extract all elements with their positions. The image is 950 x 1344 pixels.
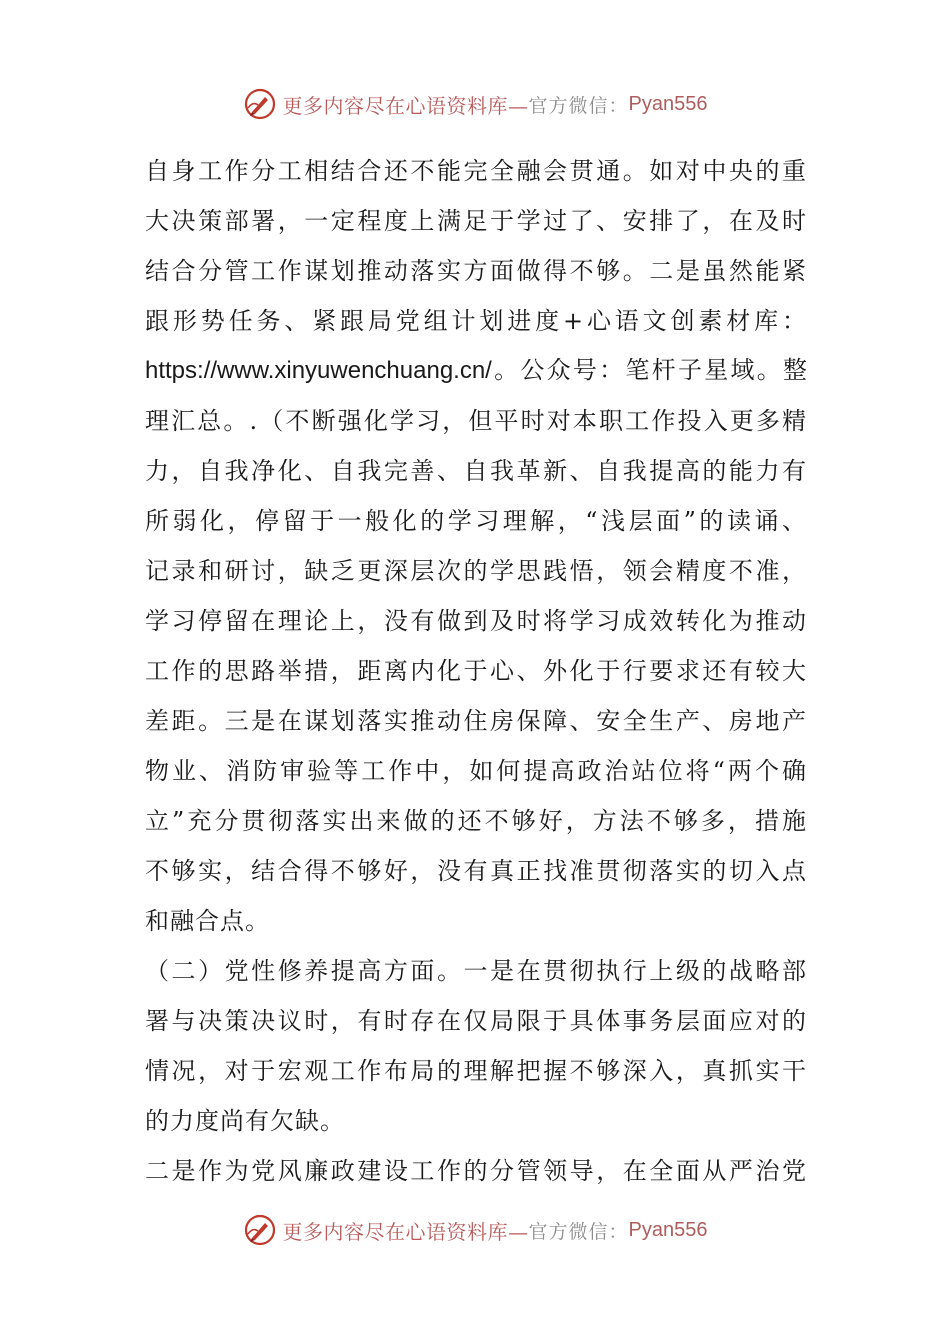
banner-account: Pyan556 (628, 1218, 708, 1241)
body-line: 学习停留在理论上，没有做到及时将学习成效转化为推动 (145, 607, 807, 635)
body-line: 所弱化，停留于一般化的学习理解，“浅层面”的读诵、 (145, 507, 807, 535)
pen-circle-logo-icon (243, 87, 277, 121)
body-line: 物业、消防审验等工作中，如何提高政治站位将“两个确 (145, 757, 807, 785)
body-line: 的力度尚有欠缺。 (145, 1107, 345, 1135)
body-line-url: https://www.xinyuwenchuang.cn/。公众号：笔杆子星域。整 (145, 357, 807, 384)
body-line: 力，自我净化、自我完善、自我革新、自我提高的能力有 (145, 457, 807, 485)
pen-circle-logo-icon (243, 1213, 277, 1247)
body-line: 和融合点。 (145, 907, 270, 935)
footer-banner (0, 1210, 950, 1250)
banner-title: 更多内容尽在心语资料库— (282, 1219, 529, 1244)
banner-label: 官方微信： (528, 1220, 629, 1243)
body-line: 不够实，结合得不够好，没有真正找准贯彻落实的切入点 (145, 857, 807, 885)
body-line: 差距。三是在谋划落实推动住房保障、安全生产、房地产 (145, 707, 807, 735)
header-banner (0, 84, 950, 124)
document-body (145, 146, 807, 1196)
banner-account: Pyan556 (628, 92, 708, 115)
body-line: 结合分管工作谋划推动落实方面做得不够。二是虽然能紧 (145, 257, 807, 285)
body-line: 跟形势任务、紧跟局党组计划进度+心语文创素材库： (145, 307, 807, 335)
body-line: 立”充分贯彻落实出来做的还不够好，方法不够多，措施 (145, 807, 807, 835)
body-line: 二是作为党风廉政建设工作的分管领导，在全面从严治党 (145, 1157, 807, 1185)
body-line: 理汇总。.（不断强化学习，但平时对本职工作投入更多精 (145, 407, 807, 435)
body-line: 大决策部署，一定程度上满足于学过了、安排了，在及时 (145, 207, 807, 235)
body-line: 工作的思路举措，距离内化于心、外化于行要求还有较大 (145, 657, 807, 685)
body-line: 情况，对于宏观工作布局的理解把握不够深入，真抓实干 (145, 1057, 807, 1085)
body-line: 自身工作分工相结合还不能完全融会贯通。如对中央的重 (145, 157, 807, 185)
banner-title: 更多内容尽在心语资料库— (282, 93, 529, 118)
body-line: 记录和研讨，缺乏更深层次的学思践悟，领会精度不准， (145, 557, 807, 585)
body-line: 署与决策决议时，有时存在仅局限于具体事务层面应对的 (145, 1007, 807, 1035)
section-heading-line: （二）党性修养提高方面。一是在贯彻执行上级的战略部 (145, 957, 807, 985)
banner-label: 官方微信： (528, 94, 629, 117)
